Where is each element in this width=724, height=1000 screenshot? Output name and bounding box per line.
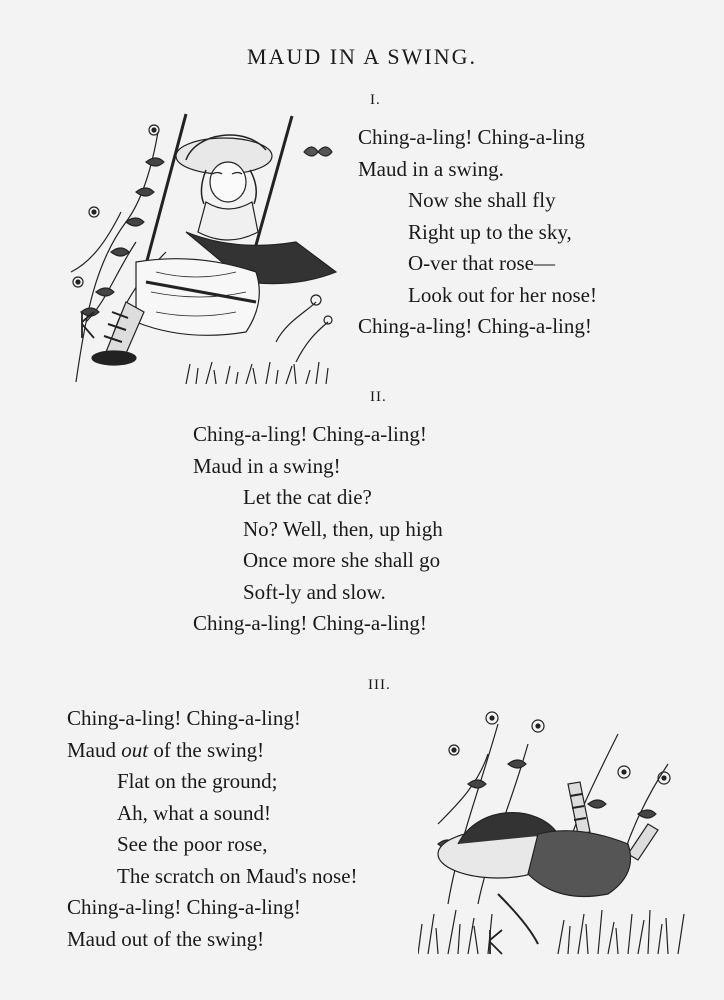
emphasis-text: out	[121, 737, 149, 762]
stanza-line: Once more she shall go	[243, 548, 441, 572]
fallen-girl-illustration	[418, 704, 690, 966]
stanza-1	[358, 122, 597, 343]
stanza-line: Right up to the sky,	[408, 219, 572, 244]
stanza-line: Look out for her nose!	[408, 282, 597, 307]
stanza-1-numeral: I.	[370, 92, 381, 108]
stanza-line: Maud in a swing.	[358, 156, 504, 181]
stanza-2	[193, 419, 443, 640]
stanza-line: Now she shall fly	[408, 188, 556, 212]
stanza-2-numeral: II.	[370, 389, 387, 405]
girl-on-swing-illustration	[66, 112, 338, 388]
stanza-line: Let the cat die?	[243, 485, 372, 509]
stanza-line: Ching-a-ling! Ching-a-ling	[358, 125, 585, 149]
stanza-line: No? Well, then, up high	[243, 516, 443, 541]
stanza-line: Ching-a-ling! Ching-a-ling!	[193, 611, 427, 635]
poem-title: MAUD IN A SWING.	[247, 44, 477, 69]
stanza-line: Ching-a-ling! Ching-a-ling!	[67, 706, 301, 730]
stanza-line	[67, 735, 358, 767]
line-text: Maud	[67, 737, 122, 762]
stanza-line: O-ver that rose—	[408, 251, 555, 275]
stanza-line: Flat on the ground;	[117, 769, 278, 793]
stanza-line: Maud out of the swing!	[67, 926, 265, 951]
stanza-line: Ching-a-ling! Ching-a-ling!	[358, 314, 592, 338]
line-text: of the swing!	[148, 737, 265, 762]
stanza-line: See the poor rose,	[117, 832, 268, 856]
stanza-line: Maud in a swing!	[193, 453, 341, 478]
stanza-line: Ching-a-ling! Ching-a-ling!	[67, 895, 301, 919]
stanza-line: Soft-ly and slow.	[243, 579, 386, 604]
stanza-line: Ah, what a sound!	[117, 800, 271, 825]
stanza-line: Ching-a-ling! Ching-a-ling!	[193, 422, 427, 446]
stanza-3	[67, 703, 358, 955]
stanza-3-numeral: III.	[368, 677, 391, 693]
stanza-line: The scratch on Maud's nose!	[117, 863, 358, 888]
